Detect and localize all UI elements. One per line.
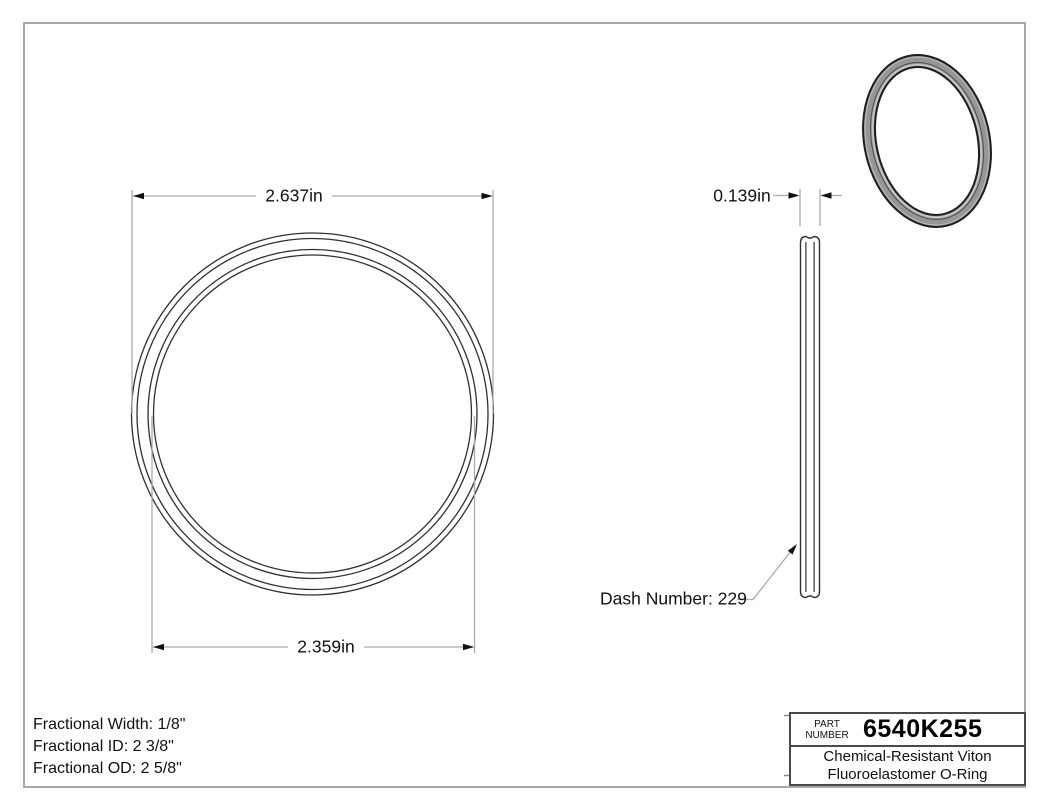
arrow-left-icon (153, 644, 164, 650)
front-view-oring (132, 233, 494, 595)
part-description-line2: Fluoroelastomer O-Ring (827, 765, 988, 783)
part-number-value: 6540K255 (863, 715, 983, 743)
profile-outline (801, 237, 820, 598)
title-block (789, 712, 1026, 786)
arrow-left-icon (133, 193, 144, 199)
side-view-profile (801, 237, 820, 598)
od-dimension-label: 2.637in (265, 185, 323, 206)
fractional-notes (33, 714, 185, 780)
id-outer-edge-circle (148, 250, 477, 579)
dash-number-label: Dash Number: 229 (600, 588, 747, 609)
part-description-line1: Chemical-Resistant Viton (823, 748, 992, 765)
arrow-right-icon (463, 644, 474, 650)
fractional-width-note: Fractional Width: 1/8" (33, 716, 186, 733)
width-dimension-label: 0.139in (713, 185, 771, 205)
id-dimension-label: 2.359in (297, 636, 355, 657)
oring-3d-render-icon (847, 42, 1008, 240)
fractional-id-note: Fractional ID: 2 3/8" (33, 738, 174, 755)
part-number-caption-line2: NUMBER (805, 729, 849, 741)
width-dimension (773, 189, 842, 226)
part-number-caption-line1: PART (814, 718, 840, 730)
part-number-row (791, 714, 1024, 747)
arrow-left-icon (821, 192, 832, 198)
od-dimension (132, 190, 493, 414)
od-inner-edge-circle (137, 239, 488, 590)
arrow-right-icon (789, 192, 800, 198)
fractional-od-note: Fractional OD: 2 5/8" (33, 760, 182, 777)
od-outer-circle (132, 233, 494, 595)
part-number-caption (791, 719, 863, 741)
arrow-right-icon (482, 193, 493, 199)
part-description (791, 747, 1024, 784)
id-inner-circle (154, 255, 472, 573)
